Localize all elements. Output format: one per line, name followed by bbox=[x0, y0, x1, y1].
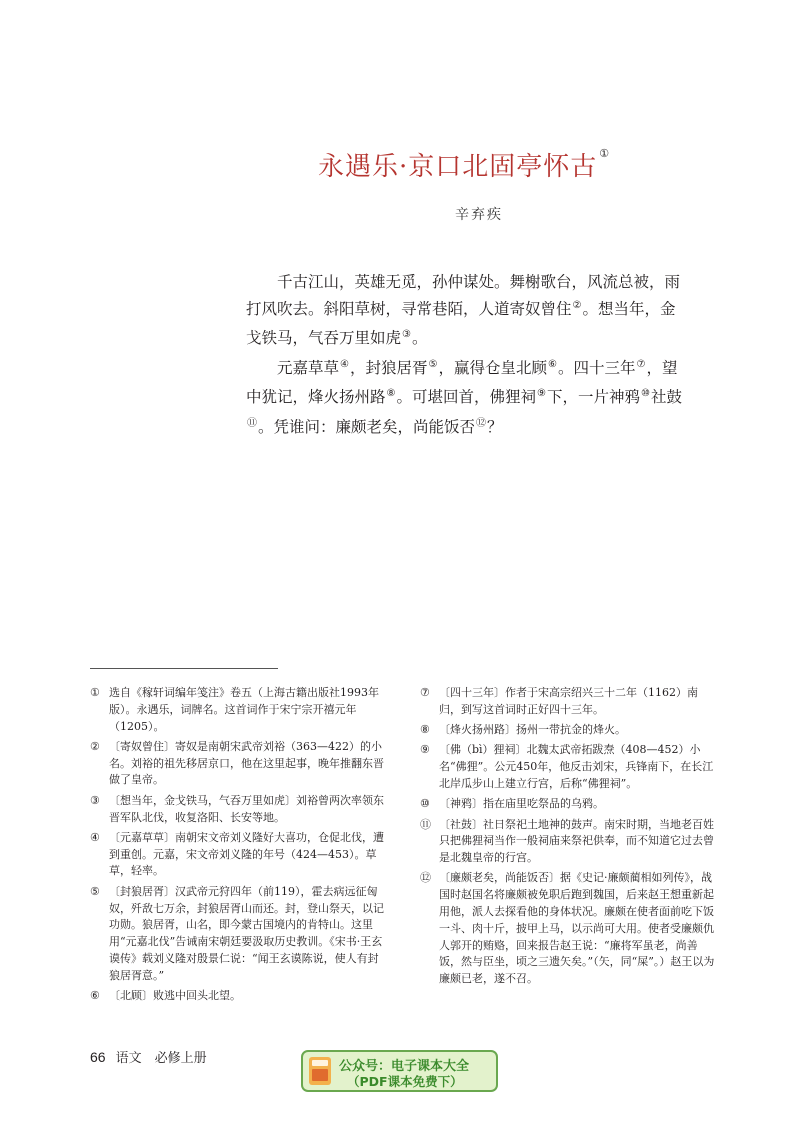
footnote-number: ⑧ bbox=[420, 723, 430, 737]
poem-text: ，望中犹记，烽火扬州路 bbox=[246, 358, 678, 407]
footnote-marker: ⑪ bbox=[247, 417, 257, 429]
poem-text: 。可堪回首，佛狸祠 bbox=[396, 388, 536, 407]
footnote-marker: ⑧ bbox=[386, 388, 396, 400]
footnote-marker: ⑦ bbox=[636, 358, 646, 370]
footnote-divider bbox=[90, 668, 278, 669]
footnote-text: 〔佛（bì）狸祠〕北魏太武帝拓跋焘（408—452）小名“佛狸”。公元450年，他反击刘宋，兵锋南下，在长江北岸瓜步山上建立行宫，后称“佛狸祠”。 bbox=[439, 743, 714, 790]
footnote-text: 选自《稼轩词编年笺注》卷五（上海古籍出版社1993年版）。永遇乐，词牌名。这首词作于宋宁宗开禧元年（1205）。 bbox=[109, 686, 379, 733]
footnote-marker: ⑩ bbox=[640, 388, 650, 400]
footnote-number: ⑨ bbox=[420, 743, 430, 757]
footnote-marker: ⑨ bbox=[537, 388, 546, 400]
footnote-marker: ② bbox=[572, 299, 582, 311]
footnote-marker: ③ bbox=[402, 329, 411, 341]
poem-text: 。想当年，金戈铁马，气吞万里如虎 bbox=[246, 299, 676, 348]
footnote-text: 〔四十三年〕作者于宋高宗绍兴三十二年（1162）南归，到写这首词时正好四十三年。 bbox=[439, 686, 698, 716]
footnote-number: ⑪ bbox=[420, 817, 431, 831]
page-footer bbox=[90, 1047, 207, 1066]
footnote-item bbox=[420, 722, 716, 739]
poem-text: 。 bbox=[411, 329, 428, 348]
footnote-text: 〔北顾〕败逃中回头北望。 bbox=[109, 989, 241, 1003]
footnote-number: ② bbox=[90, 739, 100, 753]
footnote-item bbox=[90, 988, 388, 1005]
poem-author: 辛弃疾 bbox=[455, 207, 503, 223]
footnote-marker: ⑫ bbox=[476, 417, 487, 429]
footnote-item bbox=[420, 742, 716, 792]
watermark-line-1: 公众号：电子课本大全 bbox=[339, 1059, 470, 1074]
footnotes-right-column bbox=[420, 685, 716, 992]
poem-text: 元嘉草草 bbox=[277, 358, 340, 377]
footnote-item bbox=[90, 793, 388, 827]
watermark-line-2: （PDF课本免费下） bbox=[347, 1074, 463, 1089]
footnote-number: ⑫ bbox=[420, 871, 431, 885]
poem-text: 。凭谁问：廉颇老矣，尚能饭否 bbox=[258, 417, 476, 436]
footnote-number: ④ bbox=[90, 830, 100, 844]
poem-title bbox=[318, 146, 610, 183]
footnote-marker: ⑥ bbox=[547, 358, 557, 370]
footnote-number: ③ bbox=[90, 793, 100, 807]
footnote-marker: ④ bbox=[340, 358, 349, 370]
title-footnote-marker: ① bbox=[599, 147, 611, 160]
footnote-text: 〔烽火扬州路〕扬州一带抗金的烽火。 bbox=[439, 723, 626, 737]
book-name: 语文 必修上册 bbox=[115, 1051, 207, 1066]
footnote-item bbox=[420, 817, 716, 867]
footnote-number: ⑤ bbox=[90, 884, 100, 898]
footnote-item bbox=[420, 870, 716, 988]
poem-stanza-2 bbox=[246, 355, 686, 444]
footnote-text: 〔想当年，金戈铁马，气吞万里如虎〕刘裕曾两次率领东晋军队北伐，收复洛阳、长安等地。 bbox=[109, 793, 384, 824]
footnote-item bbox=[420, 796, 716, 813]
footnote-text: 〔元嘉草草〕南朝宋文帝刘义隆好大喜功，仓促北伐，遭到重创。元嘉，宋文帝刘义隆的年号（424—453）。草草，轻率。 bbox=[109, 830, 384, 878]
poem-title-text: 永遇乐·京口北固亭怀古 bbox=[318, 152, 598, 182]
footnote-number: ⑩ bbox=[420, 797, 430, 811]
watermark-badge bbox=[301, 1050, 498, 1092]
poem-text: 下，一片神鸦 bbox=[546, 388, 640, 407]
footnote-item bbox=[90, 830, 388, 880]
page-number: 66 bbox=[90, 1049, 106, 1065]
poem-body bbox=[246, 269, 686, 444]
poem-text: 。四十三年 bbox=[557, 358, 636, 377]
footnote-text: 〔廉颇老矣，尚能饭否〕据《史记·廉颇蔺相如列传》，战国时赵国名将廉颇被免职后跑到魏国，后来赵王想重新起用他，派人去探看他的身体状况。廉颇在使者面前吃下饭一斗、肉十斤，披甲上马，以示尚可大用。使者受廉颇仇人郭开的贿赂，回来报告赵王说：“廉将军虽老，尚善饭，然与臣坐，顷之三遗矢矣。”（矢，同“屎”。）赵王以为廉颇已老，遂不召。 bbox=[439, 871, 715, 986]
footnote-number: ① bbox=[90, 686, 100, 699]
poem-text: ，封狼居胥 bbox=[349, 358, 428, 377]
footnote-marker: ⑤ bbox=[428, 358, 438, 370]
footnote-text: 〔神鸦〕指在庙里吃祭品的乌鸦。 bbox=[439, 797, 604, 811]
footnote-text: 〔社鼓〕社日祭祀土地神的鼓声。南宋时期，当地老百姓只把佛狸祠当作一般祠庙来祭祀供奉，而不知道它过去曾是北魏皇帝的行宫。 bbox=[439, 817, 714, 865]
poem-text: ，赢得仓皇北顾 bbox=[438, 358, 547, 377]
footnote-text: 〔寄奴曾住〕寄奴是南朝宋武帝刘裕（363—422）的小名。刘裕的祖先移居京口，他在这里起事，晚年推翻东晋做了皇帝。 bbox=[109, 739, 384, 787]
poem-text: 社鼓 bbox=[650, 388, 682, 407]
footnote-text: 〔封狼居胥〕汉武帝元狩四年（前119），霍去病远征匈奴，歼敌七万余，封狼居胥山而还。封，登山祭天，以记功勋。狼居胥，山名，即今蒙古国境内的肯特山。这里用“元嘉北伐”告诫南宋朝廷要汲取历史教训。《宋书·王玄谟传》载刘义隆对殷景仁说：“闻王玄谟陈说，使人有封狼居胥意。” bbox=[109, 884, 384, 982]
footnote-item bbox=[90, 884, 388, 985]
footnote-number: ⑦ bbox=[420, 686, 430, 699]
footnotes-left-column bbox=[90, 685, 388, 1008]
poem-text: 千古江山，英雄无觅，孙仲谋处。舞榭歌台，风流总被，雨打风吹去。斜阳草树，寻常巷陌，人道寄奴曾住 bbox=[246, 273, 681, 318]
poem-text: ？ bbox=[487, 417, 503, 436]
poem-stanza-1 bbox=[246, 269, 686, 355]
book-icon bbox=[309, 1057, 331, 1085]
footnote-item bbox=[420, 685, 716, 719]
footnote-number: ⑥ bbox=[90, 989, 100, 1003]
footnote-item bbox=[90, 739, 388, 789]
footnote-item bbox=[90, 685, 388, 735]
